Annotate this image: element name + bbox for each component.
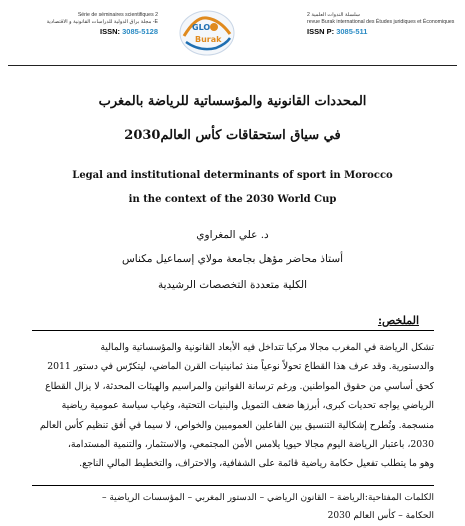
header-left-series: Série de séminaires scientifiques 2 bbox=[77, 12, 158, 18]
abstract-line: 2030، باعتبار الرياضة اليوم مجالا حيويا يلامس الأمن المجتمعي، والاستثمار، والتنمية المستدامة، bbox=[67, 439, 434, 451]
header-right-series: سلسلة الندوات العلمية 2 bbox=[307, 12, 361, 18]
abstract-line: كحق أساسي من حقوق المواطنين. ورغم ترسانة القوانين والمراسيم والهيئات المحدثة، لا يزال القطاع bbox=[45, 380, 434, 392]
abstract-divider bbox=[32, 330, 434, 331]
header-right-issn bbox=[307, 27, 457, 37]
keywords-line1: الكلمات المفتاحية:الرياضة – القانون الرياضي – الدستور المغربي – المؤسسات الرياضية – bbox=[102, 493, 434, 503]
english-title-line1: Legal and institutional determinants of sport in Morocco bbox=[72, 170, 393, 181]
logo-burak: Burak bbox=[195, 35, 222, 44]
header-divider bbox=[8, 65, 457, 66]
keywords-line2: الحكامة – كأس العالم 2030 bbox=[327, 511, 434, 521]
journal-logo bbox=[176, 6, 238, 62]
arabic-title-line2: في سياق استحقاقات كأس العالم2030 bbox=[124, 128, 341, 143]
header-right-block bbox=[307, 12, 457, 37]
issn-p-value: 3085-511 bbox=[336, 27, 368, 36]
header-left-journal: مجلة براق الدولية للدراسات القانونية و الاقتصادية -E bbox=[46, 19, 158, 25]
abstract-heading: الملخص: bbox=[377, 314, 419, 327]
abstract-line: منسجمة. وتُطرح إشكالية التنسيق بين الفاعلين العموميين والخواص، لا سيما في أفق تنظيم كأس العالم bbox=[39, 419, 434, 431]
issn-p-label: ISSN P: bbox=[307, 27, 335, 36]
header-right-journal: revue Burak international des Études juridiques et Économiques bbox=[307, 19, 455, 25]
issn-value: 3085-5128 bbox=[122, 27, 158, 36]
abstract-line: والدستورية. وقد عرف هذا القطاع تحولاً نوعياً منذ ثمانينيات القرن الماضي، ليتكرّس في دستور 2011 bbox=[47, 361, 434, 373]
english-title-line2: in the context of the 2030 World Cup bbox=[128, 194, 337, 205]
header-left-block bbox=[8, 12, 158, 37]
abstract-body bbox=[32, 338, 434, 474]
header-left-issn bbox=[8, 27, 158, 37]
issn-label: ISSN: bbox=[100, 27, 121, 36]
logo-glo: GLO bbox=[192, 23, 211, 32]
author-faculty: الكلية متعددة التخصصات الرشيدية bbox=[157, 279, 308, 291]
abstract-line: تشكل الرياضة في المغرب مجالا مركبا تتداخل فيه الأبعاد القانونية والمؤسساتية والمالية bbox=[100, 342, 434, 353]
author-position: أستاذ محاضر مؤهل بجامعة مولاي إسماعيل مكناس bbox=[121, 253, 344, 265]
arabic-title-line1: المحددات القانونية والمؤسساتية للرياضة بالمغرب bbox=[98, 94, 367, 109]
keywords-block bbox=[32, 489, 434, 525]
journal-header bbox=[0, 0, 465, 66]
keywords-divider bbox=[32, 485, 434, 486]
abstract-line: وهو ما يتطلب تفعيل حكامة رياضية قائمة على الشفافية، والاحتراف، والتخطيط المالي الناجع. bbox=[79, 458, 434, 470]
abstract-line: الرياضي يواجه تحديات كبرى، أبرزها ضعف التمويل والبنيات التحتية، وغياب سياسة عمومية رياضية bbox=[61, 400, 434, 412]
author-name: د. علي المغراوي bbox=[196, 229, 269, 241]
